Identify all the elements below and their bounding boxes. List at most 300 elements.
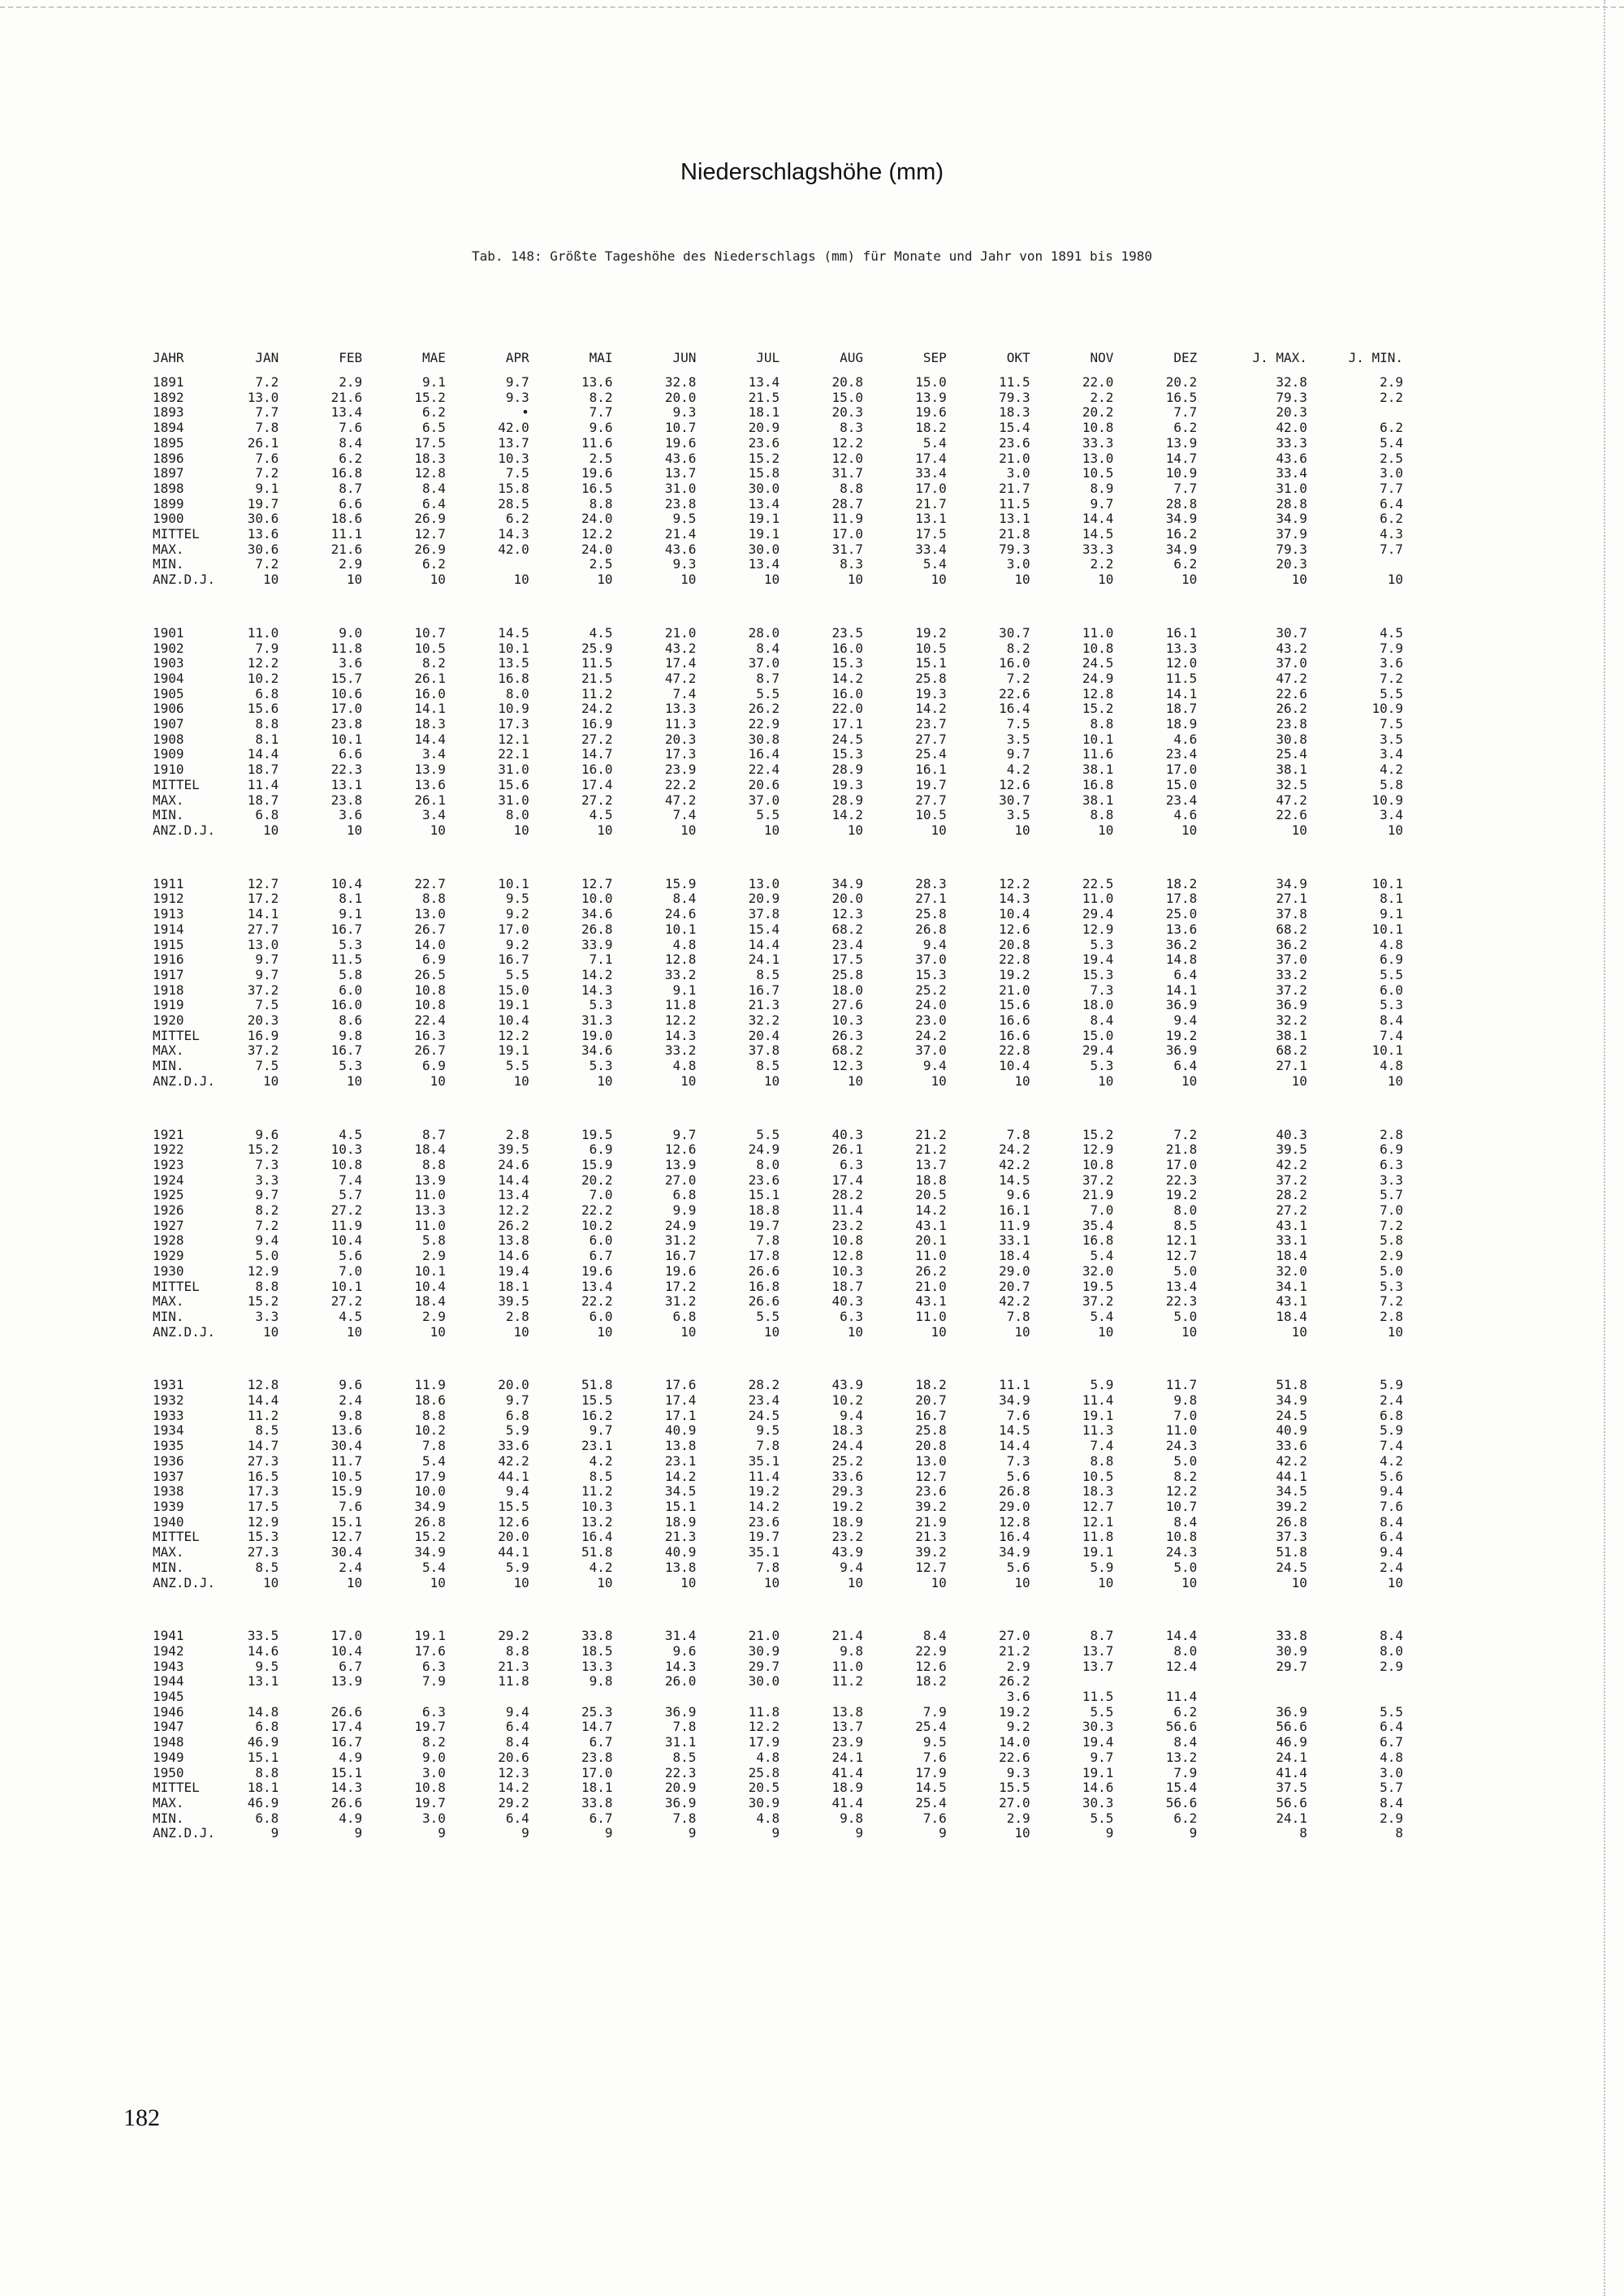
value-cell: 23.4 [748,1392,780,1409]
value-cell: 11.4 [748,1468,780,1484]
value-cell: 22.2 [581,1293,613,1310]
value-cell: 6.2 [1173,556,1198,572]
value-cell: 36.9 [1276,997,1307,1013]
value-cell: 4.2 [1380,762,1403,778]
value-cell: 13.7 [1082,1658,1114,1674]
value-cell: 2.8 [1380,1308,1403,1324]
value-cell: 15.9 [664,875,697,891]
value-cell: 7.2 [255,374,279,390]
value-cell: 7.2 [255,1217,279,1233]
value-cell: 16.0 [999,655,1030,671]
row-label-cell: 1918 [153,982,184,998]
value-cell: 15.9 [581,1156,613,1172]
value-cell: 22.4 [748,762,780,778]
value-cell: 9.8 [589,1673,613,1690]
value-cell: 37.8 [1276,906,1307,922]
value-cell: 11.0 [1082,624,1114,641]
value-cell: 4.5 [589,624,613,641]
value-cell: 17.4 [831,1172,863,1188]
column-header: FEB [339,350,363,365]
value-cell: 9.5 [756,1422,780,1439]
value-cell: 26.1 [414,670,446,686]
value-cell: 68.2 [1276,921,1307,937]
value-cell: 30.7 [999,624,1030,641]
value-cell: 16.7 [915,1407,947,1423]
value-cell: 33.5 [247,1628,279,1644]
value-cell: 21.7 [915,495,947,511]
value-cell: 33.3 [1276,434,1307,451]
row-label-cell: 1929 [153,1248,184,1264]
value-cell: 10.1 [1082,731,1114,747]
value-cell: 9.7 [255,966,279,982]
value-cell: 12.7 [1082,1499,1114,1514]
value-cell: 7.6 [255,450,279,466]
value-cell: 11.0 [414,1187,446,1203]
value-cell: 43.1 [1276,1217,1307,1233]
value-cell: 10.7 [664,420,697,436]
value-cell: 17.9 [915,1764,947,1780]
table-row [153,1249,1403,1264]
value-cell: 27.2 [330,1202,363,1219]
table-row [153,1409,1403,1424]
value-cell: 10 [847,1323,863,1340]
value-cell: 11.2 [581,1483,613,1500]
table-row [153,922,1403,938]
value-cell: 10 [513,822,529,838]
value-cell: 14.6 [1082,1780,1114,1796]
value-cell: 29.4 [1082,1042,1114,1059]
value-cell: 12.9 [1082,921,1114,937]
value-cell: 19.4 [1082,1734,1114,1750]
value-cell: 8.3 [840,556,863,572]
value-cell: 26.7 [414,1042,446,1059]
value-cell: 40.9 [664,1544,697,1560]
value-cell: 8.4 [1090,1012,1114,1029]
value-cell: 11.5 [1165,670,1198,686]
table-row [153,732,1403,748]
value-cell: 16.0 [581,762,613,778]
value-cell: 7.7 [589,404,613,421]
value-cell: 19.3 [831,776,863,792]
value-cell: 34.6 [581,1042,613,1059]
value-cell: 7.8 [1006,1308,1030,1324]
row-label-cell: 1905 [153,685,184,701]
value-cell: 30.6 [247,511,279,527]
row-label-cell: ANZ.D.J. [153,822,216,838]
value-cell: 15.4 [999,420,1030,436]
table-row [153,1780,1403,1796]
value-cell: 68.2 [1276,1042,1307,1059]
row-label-cell: 1917 [153,966,184,982]
value-cell: 7.9 [255,640,279,656]
value-cell: 2.5 [589,556,613,572]
value-cell: 13.7 [664,465,697,481]
row-label-cell: 1921 [153,1126,184,1142]
value-cell: 10.0 [414,1483,446,1500]
table-row [153,1294,1403,1310]
value-cell: 35.1 [748,1544,780,1560]
row-label-cell: ANZ.D.J. [153,572,216,588]
value-cell: 43.6 [664,450,697,466]
value-cell: 23.6 [748,1513,780,1530]
block-spacer [153,588,1403,626]
value-cell: 10.8 [1082,420,1114,436]
value-cell: 3.5 [1006,807,1030,823]
value-cell: 14.2 [498,1780,529,1796]
value-cell: 20.7 [915,1392,947,1409]
value-cell: 9.8 [339,1407,363,1423]
value-cell: 15.5 [498,1499,529,1514]
value-cell: 13.4 [748,374,780,390]
table-row [153,701,1403,717]
table-row [153,891,1403,907]
value-cell: 10 [1014,822,1030,838]
value-cell [446,557,529,572]
value-cell: 14.3 [999,891,1030,907]
value-cell: 22.3 [330,762,363,778]
value-cell: 12.8 [664,952,697,968]
value-cell: 9.6 [255,1126,279,1142]
value-cell: 10 [346,572,363,588]
value-cell: 38.1 [1276,1027,1307,1043]
value-cell: 12.2 [831,434,863,451]
value-cell: 10.1 [1371,875,1403,891]
value-cell: 8.8 [1090,716,1114,732]
value-cell: 14.6 [247,1642,279,1659]
value-cell: 26.2 [1276,701,1307,717]
value-cell: 18.7 [247,792,279,808]
value-cell: 15.5 [999,1780,1030,1796]
value-cell: 17.0 [498,921,529,937]
value-cell: 14.2 [581,966,613,982]
value-cell: 10 [513,572,529,588]
value-cell: 5.8 [422,1232,446,1249]
row-label-cell: 1916 [153,952,184,968]
value-cell: 23.0 [915,1012,947,1029]
value-cell: 8.0 [505,685,529,701]
value-cell: 8.8 [255,1764,279,1780]
value-cell: 10 [1291,1323,1307,1340]
value-cell: 30.6 [247,541,279,557]
value-cell: 7.8 [422,1438,446,1454]
value-cell: 11.8 [664,997,697,1013]
value-cell: 11.9 [999,1217,1030,1233]
value-cell: 13.3 [1165,640,1198,656]
row-label-cell: 1942 [153,1642,184,1659]
value-cell: 6.8 [505,1407,529,1423]
value-cell: 30.9 [748,1794,780,1810]
value-cell: 12.2 [498,1202,529,1219]
value-cell: 9 [771,1825,780,1841]
value-cell: 26.6 [330,1703,363,1720]
value-cell: 43.6 [664,541,697,557]
value-cell: 25.4 [1276,746,1307,762]
value-cell: 13.6 [330,1422,363,1439]
value-cell: 10.9 [1371,701,1403,717]
value-cell: 26.0 [664,1673,697,1690]
value-cell: 16.5 [581,480,613,496]
value-cell: 14.4 [247,1392,279,1409]
table-row [153,656,1403,671]
value-cell: 10.7 [414,624,446,641]
value-cell: 7.3 [1090,982,1114,998]
value-cell: 7.5 [1006,716,1030,732]
value-cell: 36.9 [1165,1042,1198,1059]
value-cell: 9 [1189,1825,1198,1841]
column-header: SEP [922,350,947,365]
value-cell: 26.6 [748,1262,780,1279]
value-cell: 23.4 [1165,746,1198,762]
value-cell: 11.8 [748,1703,780,1720]
value-cell: 2.4 [339,1392,363,1409]
value-cell: 18.3 [831,1422,863,1439]
value-cell: 10 [931,1323,947,1340]
value-cell: 10.4 [999,906,1030,922]
value-cell: 4.2 [589,1452,613,1469]
value-cell: 31.0 [664,480,697,496]
value-cell: 13.0 [414,906,446,922]
value-cell: 24.2 [915,1027,947,1043]
value-cell [279,1690,362,1705]
value-cell: 2.5 [1380,450,1403,466]
value-cell: 8.8 [255,716,279,732]
table-row [153,1074,1403,1090]
value-cell: 3.3 [255,1308,279,1324]
value-cell: 26.8 [581,921,613,937]
value-cell: 25.0 [1165,906,1198,922]
value-cell: 16.4 [748,746,780,762]
value-cell: 9.1 [255,480,279,496]
value-cell: 10.8 [1165,1529,1198,1545]
value-cell: 10.9 [1165,465,1198,481]
value-cell: 10.1 [1371,1042,1403,1059]
value-cell: 16.5 [247,1468,279,1484]
value-cell: 8.1 [255,731,279,747]
value-cell: 30.0 [748,541,780,557]
value-cell: 15.0 [498,982,529,998]
value-cell: 13.3 [414,1202,446,1219]
value-cell: 11.5 [999,374,1030,390]
value-cell: 7.3 [1006,1452,1030,1469]
value-cell: 20.0 [831,891,863,907]
value-cell: 20.6 [748,776,780,792]
value-cell [696,1690,780,1705]
value-cell: 16.1 [1165,624,1198,641]
value-cell: 17.1 [831,716,863,732]
value-cell: 12.2 [748,1719,780,1735]
value-cell: 26.1 [414,792,446,808]
value-cell: 10 [763,822,780,838]
value-cell: 25.8 [748,1764,780,1780]
value-cell: 40.3 [831,1126,863,1142]
value-cell: 3.3 [255,1172,279,1188]
value-cell: 11.1 [999,1377,1030,1393]
value-cell: 31.0 [498,792,529,808]
value-cell: 10 [763,1072,780,1089]
value-cell [1307,557,1403,572]
value-cell: 10.1 [1371,921,1403,937]
value-cell: 10 [430,1574,446,1590]
value-cell: 13.1 [247,1673,279,1690]
value-cell: 9.4 [1173,1012,1198,1029]
value-cell: 17.5 [915,526,947,542]
value-cell: 43.9 [831,1377,863,1393]
value-cell: 16.6 [999,1012,1030,1029]
value-cell: 5.8 [339,966,363,982]
value-cell: 9.7 [255,952,279,968]
row-label-cell: MAX. [153,792,184,808]
value-cell: 9.4 [1380,1544,1403,1560]
value-cell: 10 [263,572,279,588]
value-cell: 22.6 [999,1749,1030,1765]
row-label-cell: 1909 [153,746,184,762]
value-cell: 16.4 [999,1529,1030,1545]
table-row [153,421,1403,436]
value-cell: 29.2 [498,1628,529,1644]
value-cell: 2.4 [339,1559,363,1575]
value-cell: 21.3 [915,1529,947,1545]
row-label-cell: 1897 [153,465,184,481]
value-cell: 41.4 [831,1764,863,1780]
value-cell: 10.2 [581,1217,613,1233]
value-cell: 8.1 [339,891,363,907]
value-cell: 18.7 [247,762,279,778]
table-row [153,762,1403,778]
value-cell: 18.0 [1082,997,1114,1013]
value-cell: 8.5 [1173,1217,1198,1233]
value-cell: 20.3 [664,731,697,747]
value-cell: 38.1 [1082,792,1114,808]
value-cell: 3.5 [1006,731,1030,747]
value-cell: 33.8 [581,1794,613,1810]
value-cell: 7.2 [255,465,279,481]
value-cell: 19.2 [1165,1027,1198,1043]
value-cell: 27.3 [247,1544,279,1560]
value-cell: 10 [597,1323,613,1340]
value-cell: 16.0 [831,640,863,656]
value-cell: 7.6 [922,1749,947,1765]
value-cell: 20.3 [1276,556,1307,572]
value-cell: 10.8 [414,997,446,1013]
value-cell: 15.2 [247,1142,279,1158]
value-cell: 5.5 [756,807,780,823]
value-cell: 21.4 [664,526,697,542]
value-cell: 21.7 [999,480,1030,496]
value-cell: 6.8 [255,685,279,701]
table-row [153,557,1403,572]
value-cell: 10 [597,822,613,838]
value-cell [1197,1690,1307,1705]
row-label-cell: MAX. [153,1293,184,1310]
value-cell: 6.8 [672,1308,697,1324]
value-cell: 7.7 [1380,541,1403,557]
value-cell: 7.6 [1380,1499,1403,1514]
value-cell: 7.7 [1173,480,1198,496]
value-cell: 13.4 [748,556,780,572]
value-cell: 30.9 [1276,1642,1307,1659]
value-cell: 27.7 [915,731,947,747]
value-cell: 20.0 [498,1377,529,1393]
value-cell: 13.9 [664,1156,697,1172]
value-cell: 36.9 [664,1703,697,1720]
value-cell: 42.2 [999,1156,1030,1172]
value-cell: 18.9 [664,1513,697,1530]
value-cell: 5.0 [1173,1308,1198,1324]
value-cell: 5.6 [1380,1468,1403,1484]
value-cell: 14.3 [498,526,529,542]
value-cell: 27.1 [1276,1058,1307,1074]
value-cell: 5.3 [589,997,613,1013]
value-cell: 22.2 [581,1202,613,1219]
value-cell: 18.2 [915,1377,947,1393]
value-cell: 10 [263,1323,279,1340]
value-cell: 14.2 [664,1468,697,1484]
value-cell: 10 [1098,1072,1114,1089]
value-cell: 7.2 [1380,1293,1403,1310]
table-row [153,747,1403,762]
row-label-cell: 1947 [153,1719,184,1735]
value-cell: 6.2 [1173,1810,1198,1826]
value-cell: 10 [1014,1825,1030,1841]
table-row [153,793,1403,809]
row-label-cell: 1933 [153,1407,184,1423]
table-row [153,1560,1403,1576]
value-cell: 56.6 [1165,1794,1198,1810]
value-cell: 16.8 [1082,776,1114,792]
value-cell: 9 [688,1825,697,1841]
value-cell: 11.0 [1082,891,1114,907]
table-row [153,1735,1403,1750]
value-cell: 11.5 [999,495,1030,511]
row-label-cell: 1932 [153,1392,184,1409]
value-cell: 7.6 [1006,1407,1030,1423]
value-cell: 23.8 [664,495,697,511]
value-cell: 8.2 [255,1202,279,1219]
value-cell: 9.1 [672,982,697,998]
value-cell: 8.8 [840,480,863,496]
value-cell: 7.4 [672,807,697,823]
value-cell: 18.5 [581,1642,613,1659]
value-cell: 5.5 [505,1058,529,1074]
value-cell: 2.9 [339,556,363,572]
value-cell: 18.4 [1276,1248,1307,1264]
value-cell: 4.5 [589,807,613,823]
value-cell: 9.2 [1006,1719,1030,1735]
value-cell: • [521,404,529,421]
value-cell: 16.7 [330,1042,363,1059]
value-cell: 5.0 [1173,1262,1198,1279]
value-cell: 28.0 [748,624,780,641]
value-cell: 5.4 [1090,1248,1114,1264]
value-cell: 13.7 [831,1719,863,1735]
value-cell: 25.8 [915,670,947,686]
value-cell: 4.5 [339,1126,363,1142]
table-row [153,1280,1403,1295]
value-cell: 10 [430,822,446,838]
value-cell: 37.2 [247,982,279,998]
value-cell: 24.2 [999,1142,1030,1158]
value-cell: 25.9 [581,640,613,656]
value-cell: 30.4 [330,1544,363,1560]
value-cell: 34.9 [414,1544,446,1560]
value-cell: 7.4 [1380,1027,1403,1043]
value-cell: 11.0 [414,1217,446,1233]
value-cell: 4.6 [1173,731,1198,747]
value-cell: 27.6 [831,997,863,1013]
value-cell: 6.4 [422,495,446,511]
value-cell: 23.1 [581,1438,613,1454]
row-label-cell: 1902 [153,640,184,656]
